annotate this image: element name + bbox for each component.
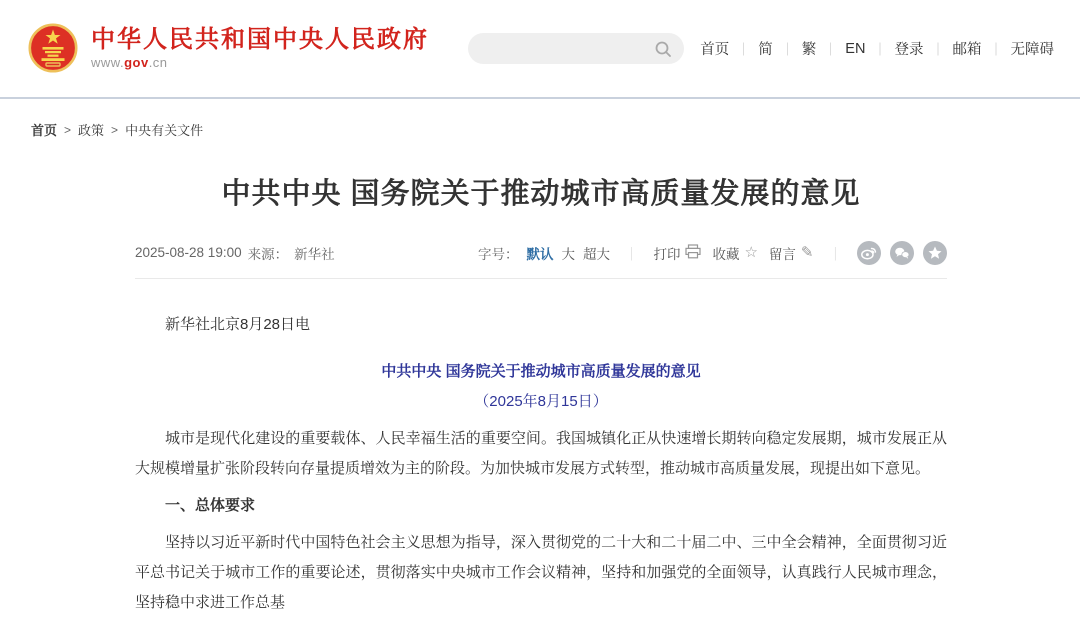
font-size-xlarge-button[interactable]: 超大: [582, 246, 610, 262]
article-meta-bar: [135, 241, 947, 279]
print-button[interactable]: [653, 243, 701, 263]
document-date: （2025年8月15日）: [474, 392, 608, 410]
nav-english[interactable]: EN: [845, 40, 866, 57]
site-header: [0, 0, 1080, 99]
nav-mailbox[interactable]: 邮箱: [952, 42, 982, 58]
printer-icon: [685, 244, 701, 262]
publish-datetime: 2025-08-28 19:00: [135, 245, 242, 261]
breadcrumb-separator: >: [111, 122, 119, 137]
meta-separator: ｜: [624, 246, 639, 262]
source-value[interactable]: 新华社: [294, 246, 335, 262]
font-size-control: [478, 243, 610, 263]
font-size-large-button[interactable]: 大: [561, 246, 575, 262]
nav-traditional[interactable]: 繁: [801, 42, 817, 58]
favorite-label: 收藏: [712, 246, 740, 262]
star-icon: ☆: [744, 244, 758, 262]
article-body: [135, 310, 947, 618]
font-size-label: 字号：: [477, 246, 519, 262]
nav-login[interactable]: 登录: [894, 42, 924, 58]
breadcrumb-home[interactable]: 首页: [31, 123, 58, 138]
nav-separator: ｜: [989, 42, 1003, 57]
print-label: 打印: [653, 246, 681, 262]
share-buttons: [857, 241, 947, 265]
national-emblem-icon: [26, 22, 80, 76]
paragraph-intro: 城市是现代化建设的重要载体、人民幸福生活的重要空间。我国城镇化正从快速增长期转向稳定发展期，城市发展正从大规模增量扩张阶段转向存量提质增效为主的阶段。为加快城市发展方式转型，推动城市高质量发展，现提出如下意见。: [135, 429, 947, 477]
pencil-icon: ✎: [800, 244, 814, 262]
breadcrumb-separator: >: [64, 122, 72, 137]
meta-separator: ｜: [828, 246, 842, 262]
nav-separator: ｜: [873, 42, 887, 57]
comment-button[interactable]: [769, 243, 814, 263]
nav-separator: ｜: [780, 42, 794, 57]
top-nav: [700, 38, 1054, 59]
site-url-www: www.: [91, 55, 125, 71]
paragraph-section: 坚持以习近平新时代中国特色社会主义思想为指导，深入贯彻党的二十大和二十届二中、三中全会精神，全面贯彻习近平总书记关于城市工作的重要论述，贯彻落实中央城市工作会议精神，坚持和加强党的全面领导，认真践行人民城市理念，坚持稳中求进工作总基: [135, 533, 947, 611]
share-weibo-icon[interactable]: [857, 241, 881, 265]
breadcrumb: [0, 99, 1080, 139]
site-logo[interactable]: [26, 22, 429, 76]
dateline: 新华社北京8月28日电: [165, 315, 311, 333]
search-input[interactable]: [480, 40, 654, 57]
breadcrumb-central-documents[interactable]: 中央有关文件: [125, 123, 204, 138]
section-heading: 一、总体要求: [165, 496, 256, 514]
nav-simplified[interactable]: 简: [758, 42, 773, 58]
article-container: [135, 176, 947, 618]
share-qzone-icon[interactable]: [923, 241, 947, 265]
breadcrumb-policy[interactable]: 政策: [78, 123, 105, 138]
document-title: 中共中央 国务院关于推动城市高质量发展的意见: [381, 362, 701, 380]
nav-separator: ｜: [824, 42, 838, 57]
nav-accessibility[interactable]: 无障碍: [1010, 42, 1054, 58]
favorite-button[interactable]: [712, 243, 757, 263]
page-title: 中共中央 国务院关于推动城市高质量发展的意见: [221, 178, 861, 210]
nav-separator: ｜: [737, 42, 751, 57]
site-url: [91, 55, 429, 70]
site-url-cn: .cn: [148, 55, 168, 71]
search-box[interactable]: [468, 33, 684, 64]
font-size-default-button[interactable]: 默认: [526, 246, 554, 262]
source-label: 来源：: [247, 246, 289, 262]
comment-label: 留言: [768, 246, 796, 262]
nav-separator: ｜: [931, 42, 945, 57]
share-wechat-icon[interactable]: [890, 241, 914, 265]
nav-home[interactable]: 首页: [700, 42, 730, 58]
site-title: 中华人民共和国中央人民政府: [91, 25, 429, 53]
site-url-gov: gov: [124, 55, 149, 71]
search-icon[interactable]: [654, 40, 672, 58]
